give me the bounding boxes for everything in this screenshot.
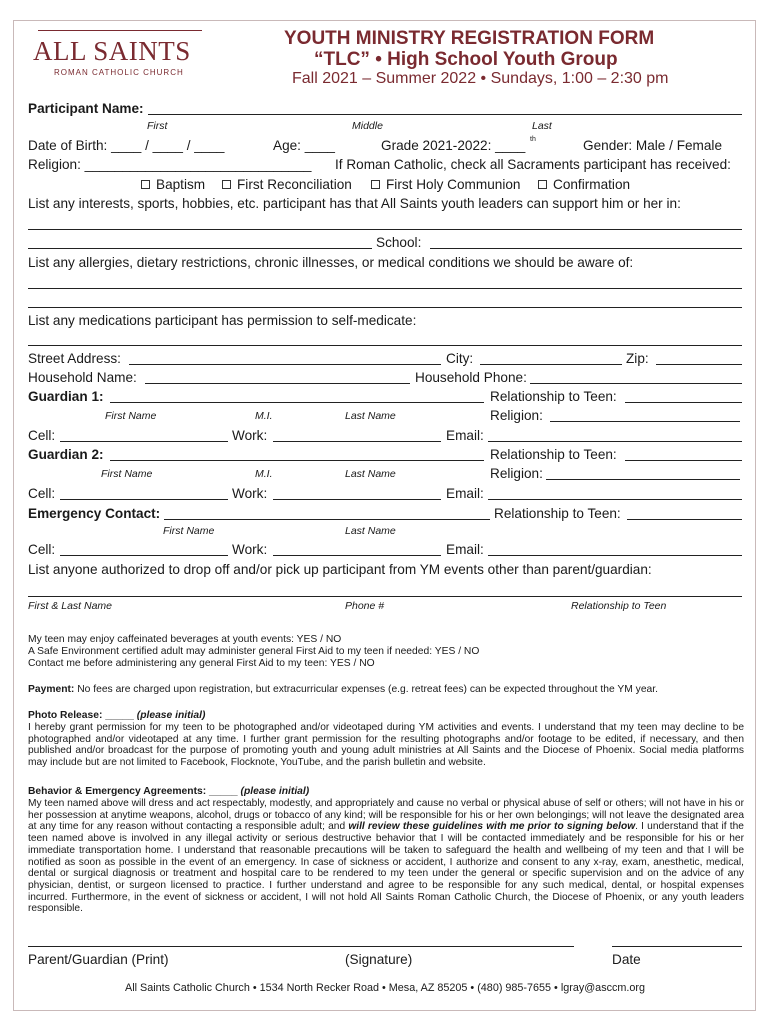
emergency-relationship-label: Relationship to Teen:: [494, 506, 621, 521]
logo-rule: [38, 30, 202, 31]
form-title: YOUTH MINISTRY REGISTRATION FORM: [284, 28, 655, 49]
checkbox-icon[interactable]: [141, 180, 150, 189]
guardian1-name-field[interactable]: [110, 402, 484, 403]
guardian2-work-label: Work:: [232, 486, 268, 501]
participant-name-field[interactable]: [148, 114, 742, 115]
photo-release-initial: (please initial): [136, 710, 206, 721]
medications-field[interactable]: [28, 345, 742, 346]
sacrament-confirmation[interactable]: Confirmation: [538, 177, 630, 192]
guardian1-label: Guardian 1:: [28, 389, 104, 404]
date-label: Date: [612, 952, 641, 967]
pickup-field[interactable]: [28, 596, 742, 597]
first-label: First: [147, 120, 168, 132]
middle-label: Middle: [352, 120, 383, 132]
zip-field[interactable]: [656, 364, 742, 365]
emergency-cell-field[interactable]: [60, 555, 228, 556]
guardian1-email-field[interactable]: [488, 441, 742, 442]
grade-field[interactable]: Grade 2021-2022: ____: [381, 138, 526, 153]
guardian1-religion-field[interactable]: [550, 421, 740, 422]
household-name-label: Household Name:: [28, 370, 137, 385]
payment-text: No fees are charged upon registration, but extracurricular expenses (e.g. retreat fees) can be expected throughout the YM year.: [74, 684, 658, 695]
emergency-name-field[interactable]: [164, 519, 490, 520]
emergency-first-label: First Name: [163, 525, 215, 537]
guardian2-relationship-label: Relationship to Teen:: [490, 447, 617, 462]
form-schedule: Fall 2021 – Summer 2022 • Sundays, 1:00 – 2:30 pm: [292, 70, 669, 87]
grade-superscript: th: [530, 136, 536, 143]
guardian2-first-label: First Name: [101, 468, 153, 480]
sacraments-prompt: If Roman Catholic, check all Sacraments participant has received:: [335, 157, 731, 172]
payment-label: Payment:: [28, 684, 75, 695]
parent-print-label: Parent/Guardian (Print): [28, 952, 169, 967]
guardian2-email-field[interactable]: [488, 499, 742, 500]
household-phone-field[interactable]: [530, 383, 742, 384]
guardian2-relationship-field[interactable]: [625, 460, 742, 461]
interests-field-2[interactable]: [28, 248, 372, 249]
school-field[interactable]: [430, 248, 742, 249]
consent-caffeine[interactable]: My teen may enjoy caffeinated beverages at youth events: YES / NO: [28, 634, 342, 645]
allergies-field-2[interactable]: [28, 307, 742, 308]
emergency-relationship-field[interactable]: [627, 519, 742, 520]
payment-note: [28, 684, 658, 696]
guardian1-work-label: Work:: [232, 428, 268, 443]
footer: All Saints Catholic Church • 1534 North Recker Road • Mesa, AZ 85205 • (480) 985-7655 • lgray@asccm.org: [125, 982, 645, 994]
signature-label: (Signature): [345, 952, 413, 967]
allergies-field[interactable]: [28, 288, 742, 289]
behavior-label: Behavior & Emergency Agreements: _____: [28, 786, 238, 797]
guardian1-relationship-label: Relationship to Teen:: [490, 389, 617, 404]
emergency-email-label: Email:: [446, 542, 484, 557]
guardian2-email-label: Email:: [446, 486, 484, 501]
guardian1-work-field[interactable]: [273, 441, 441, 442]
guardian1-cell-field[interactable]: [60, 441, 228, 442]
signature-line[interactable]: [28, 946, 574, 947]
city-label: City:: [446, 351, 474, 366]
interests-field[interactable]: [28, 229, 742, 230]
consent-contact-first[interactable]: Contact me before administering any general First Aid to my teen: YES / NO: [28, 658, 375, 669]
school-label: School:: [376, 235, 422, 250]
checkbox-icon[interactable]: [222, 180, 231, 189]
logo-name: ALL SAINTS: [33, 36, 191, 66]
guardian2-cell-label: Cell:: [28, 486, 56, 501]
last-label: Last: [532, 120, 552, 132]
interests-prompt: List any interests, sports, hobbies, etc. participant has that All Saints youth leaders can support him or her in:: [28, 196, 681, 211]
guardian1-email-label: Email:: [446, 428, 484, 443]
zip-label: Zip:: [626, 351, 649, 366]
street-label: Street Address:: [28, 351, 121, 366]
household-phone-label: Household Phone:: [415, 370, 527, 385]
checkbox-icon[interactable]: [538, 180, 547, 189]
pickup-col-phone: Phone #: [345, 600, 385, 612]
emergency-last-label: Last Name: [345, 525, 396, 537]
pickup-prompt: List anyone authorized to drop off and/or pick up participant from YM events other than parent/guardian:: [28, 562, 652, 577]
logo-subtitle: ROMAN CATHOLIC CHURCH: [54, 68, 184, 77]
checkbox-icon[interactable]: [371, 180, 380, 189]
guardian2-label: Guardian 2:: [28, 447, 104, 462]
guardian2-mi-label: M.I.: [255, 468, 273, 480]
guardian1-religion-label: Religion:: [490, 408, 543, 423]
pickup-col-relationship: Relationship to Teen: [571, 600, 667, 612]
guardian2-name-field[interactable]: [110, 460, 484, 461]
household-name-field[interactable]: [145, 383, 410, 384]
religion-field[interactable]: Religion: ______________________________: [28, 157, 312, 172]
emergency-cell-label: Cell:: [28, 542, 56, 557]
guardian1-relationship-field[interactable]: [625, 402, 742, 403]
participant-name-label: Participant Name:: [28, 101, 144, 116]
street-field[interactable]: [129, 364, 441, 365]
emergency-email-field[interactable]: [488, 555, 742, 556]
behavior-initial: (please initial): [240, 786, 310, 797]
guardian2-cell-field[interactable]: [60, 499, 228, 500]
dob-field[interactable]: Date of Birth: ____ / ____ / ____: [28, 138, 225, 153]
emergency-work-label: Work:: [232, 542, 268, 557]
guardian1-cell-label: Cell:: [28, 428, 56, 443]
guardian1-last-label: Last Name: [345, 410, 396, 422]
medications-prompt: List any medications participant has permission to self-medicate:: [28, 313, 417, 328]
emergency-label: Emergency Contact:: [28, 506, 161, 521]
sacrament-baptism[interactable]: Baptism: [141, 177, 205, 192]
consent-first-aid[interactable]: A Safe Environment certified adult may administer general First Aid to my teen if needed: YES / NO: [28, 646, 480, 657]
form-subtitle: “TLC” • High School Youth Group: [314, 49, 618, 70]
guardian1-mi-label: M.I.: [255, 410, 273, 422]
guardian2-religion-field[interactable]: [546, 479, 740, 480]
age-field[interactable]: Age: ____: [273, 138, 335, 153]
sacrament-reconciliation[interactable]: First Reconciliation: [222, 177, 352, 192]
allergies-prompt: List any allergies, dietary restrictions, chronic illnesses, or medical conditions we should be aware of:: [28, 255, 634, 270]
guardian2-religion-label: Religion:: [490, 466, 543, 481]
guardian2-work-field[interactable]: [273, 499, 441, 500]
behavior-text: My teen named above will dress and act respectably, modestly, and appropriately and cause no verbal or physical abuse of self or others; will not have in his or her possession at anytime weapons, alcohol, drugs or tobacco of any kind; will be responsible for his or her own belongings; will not leave the designated area at any time for any reason without contacting a responsible adult; and will review these guidelines with me prior to signing below. I understand that if the teen named above is involved in any illegal activity or serious destructive behavior that I will be contacted immediately and be responsible for his or her immediate transportation home. I understand that reasonable precautions will be taken to safeguard the health and wellbeing of my teen and that I will be notified as soon as possible in the event of an emergency. In case of sickness or accident, I authorize and consent to any x-ray, exam, anesthetic, medical, dental or surgical diagnosis or treatment and hospital care to be rendered to my teen under the general or specific supervision and on the advice of any physician, dentist, or surgeon licensed to practice. I further understand and agree to be responsible for any such medical, dental, or hospital expenses incurred. Furthermore, in the event of sickness or accident, I will not hold All Saints Roman Catholic Church, the Diocese of Phoenix, or any youth leaders responsible.: [28, 798, 744, 915]
photo-release-label: Photo Release: _____: [28, 710, 134, 721]
behavior-heading[interactable]: [28, 786, 309, 798]
sacrament-communion[interactable]: First Holy Communion: [371, 177, 520, 192]
behavior-emphasis: will review these guidelines with me prior to signing below: [348, 821, 636, 833]
gender-field[interactable]: Gender: Male / Female: [583, 138, 723, 153]
emergency-work-field[interactable]: [273, 555, 441, 556]
photo-release-heading[interactable]: [28, 710, 205, 722]
guardian1-first-label: First Name: [105, 410, 157, 422]
date-line[interactable]: [612, 946, 742, 947]
city-field[interactable]: [480, 364, 622, 365]
guardian2-last-label: Last Name: [345, 468, 396, 480]
logo: [28, 30, 208, 80]
pickup-col-name: First & Last Name: [28, 600, 113, 612]
photo-release-text: I hereby grant permission for my teen to be photographed and/or videotaped during YM activities and events. I understand that my teen may decline to be photographed and/or videotaped at any time. I further grant permission for the resulting photographs and/or footage to be edited, if necessary, and then published and/or broadcast for the purpose of promoting youth and young adult ministries at All Saints and the Diocese of Phoenix. Social media platforms may include but are not limited to Facebook, Flocknote, YouTube, and the parish bulletin and website.: [28, 722, 744, 769]
